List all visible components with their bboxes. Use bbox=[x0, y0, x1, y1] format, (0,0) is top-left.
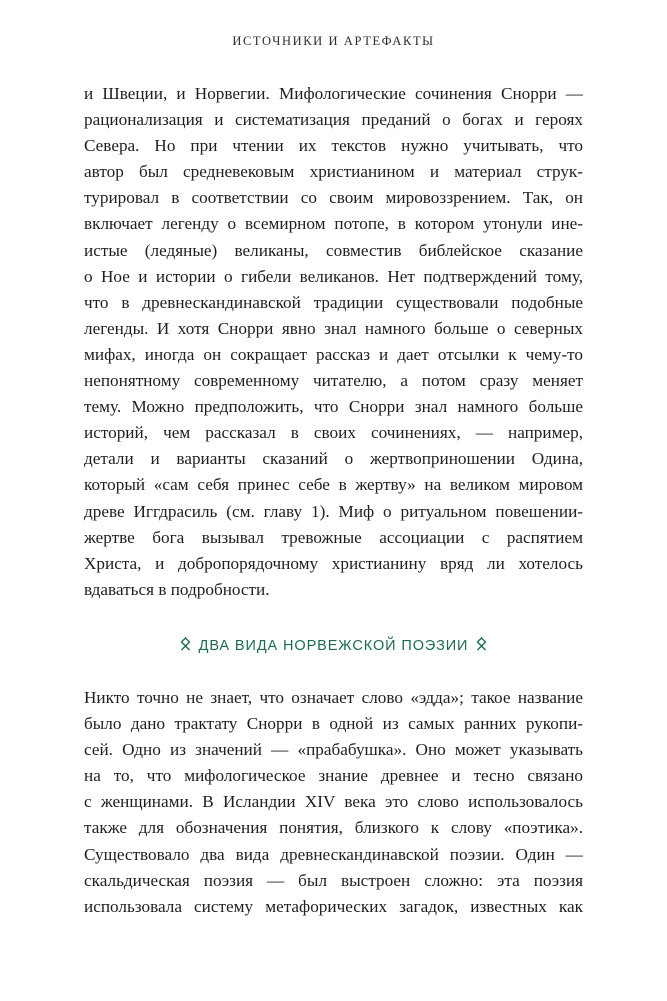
text-line: древе Иггдрасиль (см. главу 1). Миф о ритуальном повешении- bbox=[84, 501, 583, 521]
text-line: автор был средневековым христианином и материал струк- bbox=[84, 162, 583, 182]
text-line: турировал в соответствии со своим мировоззрением. Так, он bbox=[84, 188, 583, 208]
text-line: детали и варианты сказаний о жертвоприношении Одина, bbox=[84, 449, 583, 469]
text-line: Существовало два вида древнескандинавской поэзии. Один — bbox=[84, 844, 583, 864]
paragraph-snorri bbox=[84, 81, 583, 603]
text-line: рационализация и систематизация преданий о богах и героях bbox=[84, 110, 583, 130]
text-line: который «сам себя принес себе в жертву» на великом мировом bbox=[84, 475, 583, 495]
text-line: использовала систему метафорических загадок, известных как bbox=[84, 896, 583, 916]
text-line: включает легенду о всемирном потопе, в котором утонули ине- bbox=[84, 214, 583, 234]
running-header: ИСТОЧНИКИ И АРТЕФАКТЫ bbox=[232, 34, 435, 48]
text-line: мифах, иногда он сокращает рассказ и дает отсылки к чему-то bbox=[84, 344, 583, 364]
text-line: и Швеции, и Норвегии. Мифологические сочинения Снорри — bbox=[84, 84, 583, 103]
text-line: жертве бога вызывал тревожные ассоциации с распятием bbox=[84, 527, 583, 547]
text-line: историй, чем рассказал в своих сочинениях, — например, bbox=[84, 423, 583, 443]
paragraph-edda bbox=[84, 685, 583, 920]
text-line: вдаваться в подробности. bbox=[84, 579, 270, 599]
text-line: о Ное и истории о гибели великанов. Нет подтверждений тому, bbox=[84, 266, 583, 286]
text-line: с женщинами. В Исландии XIV века это слово использовалось bbox=[84, 792, 583, 812]
text-line: также для обозначения понятия, близкого к слову «поэтика». bbox=[84, 818, 583, 838]
text-line: Никто точно не знает, что означает слово «эдда»; такое название bbox=[84, 688, 583, 707]
text-line: истые (ледяные) великаны, совместив библейское сказание bbox=[84, 240, 583, 260]
text-line: непонятному современному читателю, а потом сразу меняет bbox=[84, 371, 583, 391]
text-line: было дано трактату Снорри в одной из самых ранних рукопи- bbox=[84, 714, 583, 734]
text-line: Севера. Но при чтении их текстов нужно учитывать, что bbox=[84, 136, 583, 156]
text-line: тему. Можно предположить, что Снорри знал намного больше bbox=[84, 397, 583, 417]
othala-rune-icon bbox=[476, 637, 487, 655]
text-line: легенды. И хотя Снорри явно знал намного больше о северных bbox=[84, 318, 583, 338]
othala-rune-icon bbox=[180, 637, 191, 655]
text-line: скальдическая поэзия — был выстроен сложно: эта поэзия bbox=[84, 870, 583, 890]
section-heading-text: ДВА ВИДА НОРВЕЖСКОЙ ПОЭЗИИ bbox=[198, 638, 469, 654]
text-line: на то, что мифологическое знание древнее и тесно связано bbox=[84, 766, 583, 786]
text-line: Христа, и добропорядочному христианину вряд ли хотелось bbox=[84, 553, 583, 573]
text-line: сей. Одно из значений — «прабабушка». Оно может указывать bbox=[84, 740, 583, 760]
section-heading bbox=[0, 637, 667, 655]
text-line: что в древнескандинавской традиции существовали подобные bbox=[84, 292, 583, 312]
